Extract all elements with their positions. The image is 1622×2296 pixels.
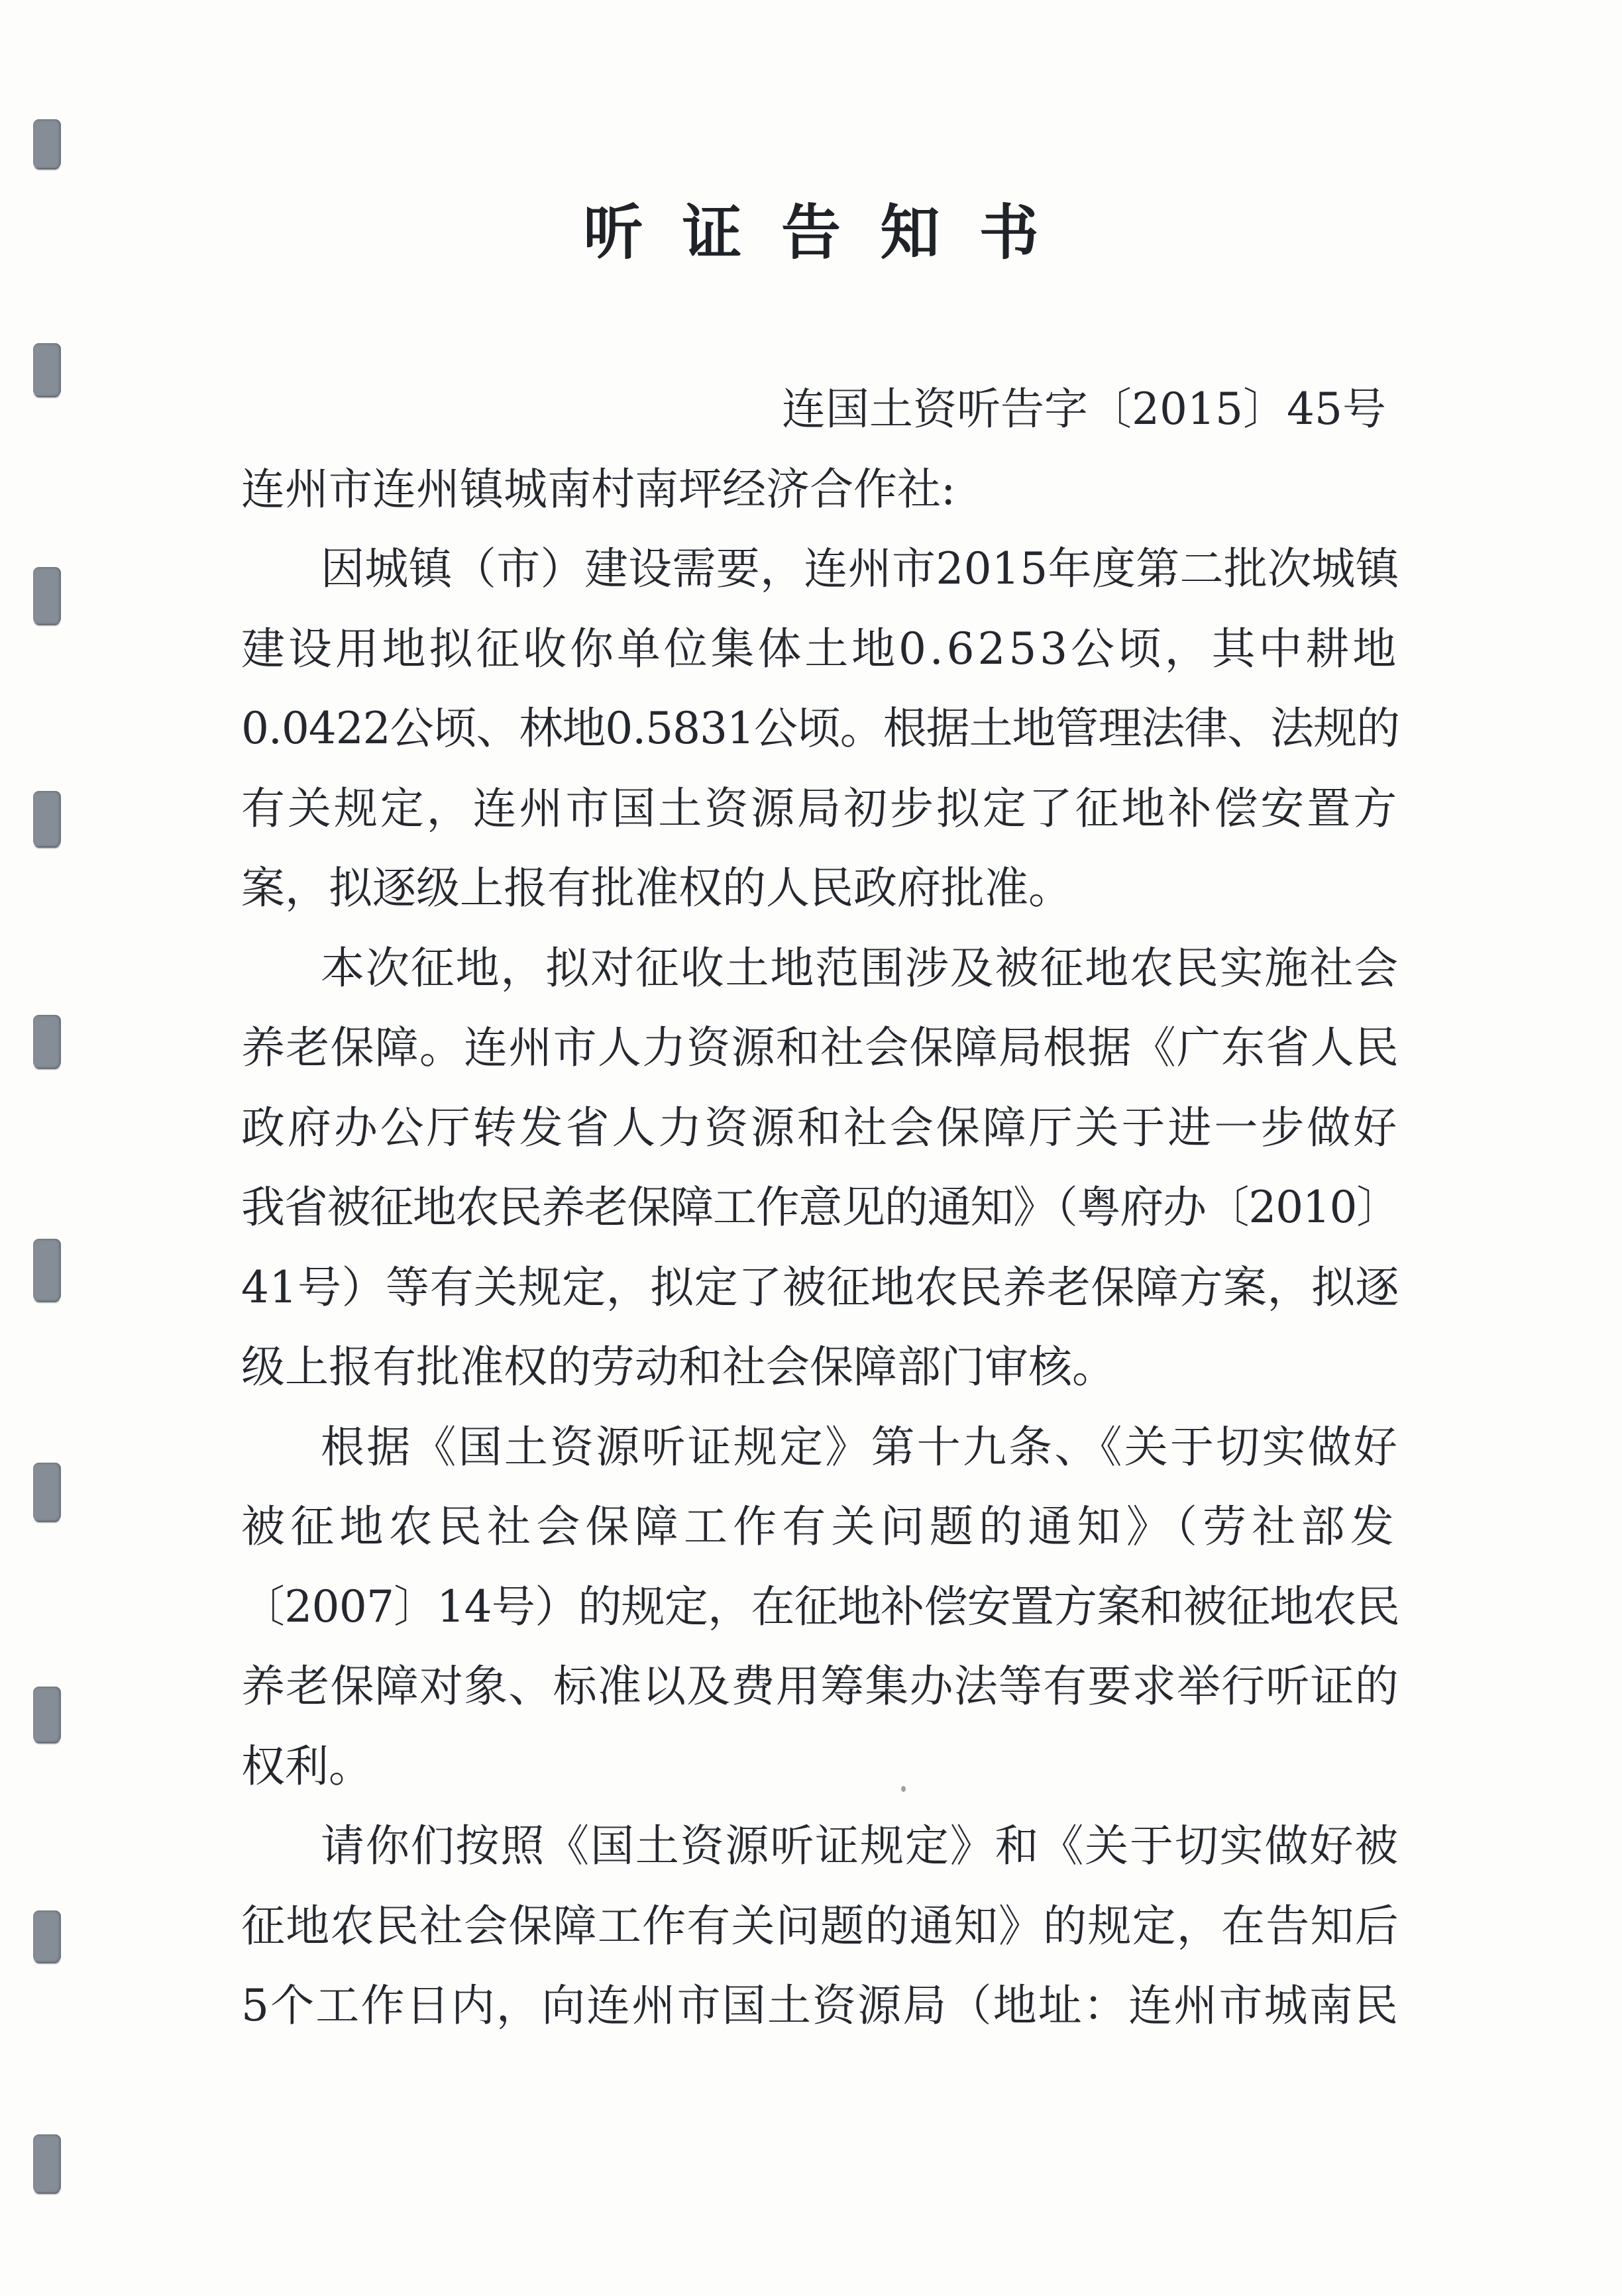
text-line-content: 因城镇（市）建设需要，连州市2015年度第二批次城镇	[321, 543, 1399, 594]
binding-hole-mark	[33, 2134, 61, 2193]
text-line	[241, 1966, 1399, 2046]
text-line	[241, 689, 1399, 769]
text-line-content: 案，拟逐级上报有批准权的人民政府批准。	[241, 862, 1072, 913]
text-line	[241, 1248, 1399, 1328]
binding-hole-mark	[33, 1687, 61, 1742]
document-title: 听 证 告 知 书	[583, 197, 1048, 268]
text-line	[241, 1088, 1399, 1169]
text-line-content: 养老保障对象、标准以及费用筹集办法等有要求举行听证的	[241, 1661, 1399, 1712]
text-line	[241, 1168, 1399, 1248]
text-line-content: 我省被征地农民养老保障工作意见的通知》（粤府办〔2010〕	[241, 1182, 1399, 1233]
text-line-content: 政府办公厅转发省人力资源和社会保障厅关于进一步做好	[241, 1102, 1399, 1153]
text-line-content: 级上报有批准权的劳动和社会保障部门审核。	[241, 1341, 1116, 1392]
text-line-content: 本次征地，拟对征收土地范围涉及被征地农民实施社会	[321, 942, 1399, 994]
text-line	[241, 1647, 1399, 1727]
text-line	[241, 1887, 1399, 1967]
text-line	[241, 529, 1399, 609]
document-body	[241, 370, 1399, 2046]
text-line	[241, 1328, 1399, 1408]
text-line	[241, 1408, 1399, 1488]
text-line-content: 权利。	[241, 1740, 372, 1792]
text-line-content: 5个工作日内，向连州市国土资源局（地址：连州市城南民	[241, 1980, 1399, 2031]
binding-hole-mark	[33, 1239, 61, 1301]
text-line-content: 征地农民社会保障工作有关问题的通知》的规定，在告知后	[241, 1900, 1399, 1952]
paragraphs	[241, 529, 1399, 2046]
text-line	[241, 1008, 1399, 1088]
text-line-content: 〔2007〕14号）的规定，在征地补偿安置方案和被征地农民	[241, 1581, 1399, 1632]
text-line	[241, 1806, 1399, 1887]
text-line	[241, 929, 1399, 1009]
scan-speck	[901, 1786, 906, 1792]
text-line	[241, 1487, 1399, 1567]
text-line-content: 建设用地拟征收你单位集体土地0.6253公顷，其中耕地	[241, 623, 1399, 674]
text-line-content: 根据《国土资源听证规定》第十九条、《关于切实做好	[321, 1421, 1399, 1473]
text-line	[241, 1567, 1399, 1647]
binding-hole-mark	[33, 1910, 61, 1962]
text-line	[241, 609, 1399, 690]
binding-hole-mark	[33, 343, 61, 396]
reference-number	[241, 370, 1399, 450]
binding-hole-mark	[33, 1463, 61, 1521]
reference-number-text: 连国土资听告字〔2015〕45号	[782, 384, 1386, 435]
binding-hole-mark	[33, 791, 61, 847]
text-line-content: 养老保障。连州市人力资源和社会保障局根据《广东省人民	[241, 1022, 1399, 1073]
text-line	[241, 849, 1399, 929]
text-line-content: 41号）等有关规定，拟定了被征地农民养老保障方案，拟逐	[241, 1261, 1399, 1313]
binding-hole-mark	[33, 567, 61, 624]
text-line-content: 被征地农民社会保障工作有关问题的通知》（劳社部发	[241, 1501, 1399, 1552]
binding-hole-mark	[33, 1015, 61, 1068]
addressee-text: 连州市连州镇城南村南坪经济合作社:	[241, 463, 956, 515]
addressee-line	[241, 450, 1399, 530]
text-line-content: 有关规定，连州市国土资源局初步拟定了征地补偿安置方	[241, 782, 1399, 834]
text-line	[241, 769, 1399, 849]
text-line	[241, 1727, 1399, 1807]
text-line-content: 请你们按照《国土资源听证规定》和《关于切实做好被	[321, 1820, 1399, 1871]
text-line-content: 0.0422公顷、林地0.5831公顷。根据土地管理法律、法规的	[241, 703, 1399, 754]
binding-hole-mark	[33, 119, 61, 168]
